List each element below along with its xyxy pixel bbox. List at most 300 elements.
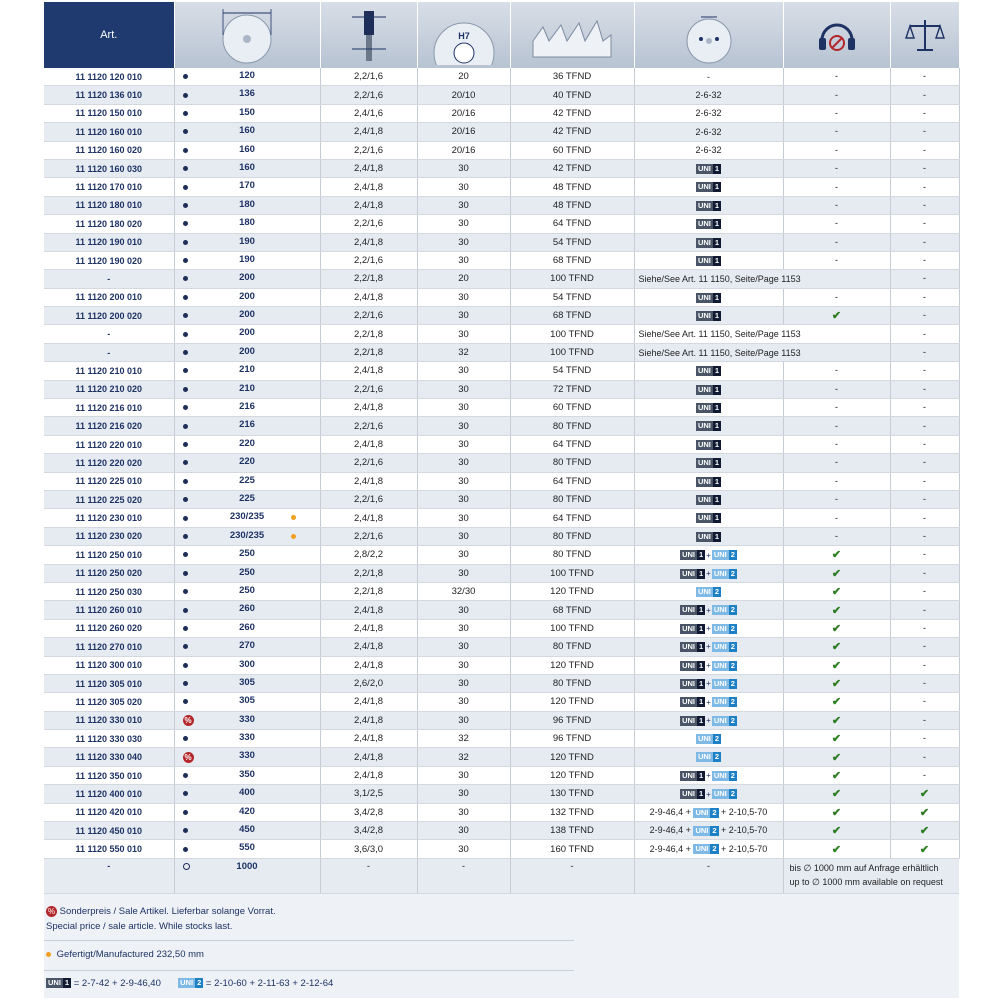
cell-approval <box>890 822 959 840</box>
cell-kerf: 2,4/1,8 <box>320 472 417 490</box>
table-row <box>44 104 959 122</box>
cell-kerf: 2,4/1,8 <box>320 693 417 711</box>
cell-diameter: 420 <box>174 803 320 821</box>
cell-pinhole: UNI 1 + UNI 2 <box>634 638 783 656</box>
cell-kerf: 2,4/1,8 <box>320 233 417 251</box>
cell-kerf: 3,1/2,5 <box>320 785 417 803</box>
cell-diameter: 160 <box>174 141 320 159</box>
cell-bore: 32 <box>417 730 510 748</box>
uni2-badge: UNI 2 <box>697 752 720 762</box>
cell-article: 11 1120 216 010 <box>44 399 174 417</box>
cell-approval: - <box>890 674 959 692</box>
cell-kerf: 2,4/1,8 <box>320 656 417 674</box>
cell-article: - <box>44 270 174 288</box>
cell-article: 11 1120 150 010 <box>44 104 174 122</box>
cell-article: 11 1120 305 020 <box>44 693 174 711</box>
check-icon: ✔ <box>831 659 842 672</box>
cell-bore: 30 <box>417 766 510 784</box>
cell-pinhole <box>634 582 783 600</box>
cell-approval: - <box>890 362 959 380</box>
cell-approval <box>890 840 959 858</box>
cell-diameter: 1000 <box>174 858 320 893</box>
cell-teeth: 100 TFND <box>510 619 634 637</box>
cell-teeth: 80 TFND <box>510 638 634 656</box>
cell-teeth: 100 TFND <box>510 270 634 288</box>
cell-pinhole-ref: Siehe/See Art. 11 1150, Seite/Page 1153 <box>634 270 890 288</box>
cell-bore: 20/16 <box>417 104 510 122</box>
uni2-badge: UNI 2 <box>695 807 717 817</box>
cell-pinhole <box>634 509 783 527</box>
cell-noise: - <box>783 215 890 233</box>
cell-diameter: 450 <box>174 822 320 840</box>
cell-article: 11 1120 200 020 <box>44 307 174 325</box>
cell-kerf: 2,4/1,8 <box>320 766 417 784</box>
cell-bore: 30 <box>417 178 510 196</box>
cell-bore: 30 <box>417 509 510 527</box>
cell-kerf: 2,2/1,6 <box>320 86 417 104</box>
uni2-badge: UNI 2 <box>695 826 717 836</box>
cell-diameter: 200 <box>174 288 320 306</box>
uni1-badge: UNI 1 <box>682 697 704 707</box>
cell-article: 11 1120 136 010 <box>44 86 174 104</box>
check-icon: ✔ <box>831 806 842 819</box>
cell-teeth: 120 TFND <box>510 656 634 674</box>
cell-diameter: 230/235 <box>174 527 320 545</box>
cell-noise <box>783 564 890 582</box>
cell-pinhole: 2-6-32 <box>634 104 783 122</box>
uni2-badge: UNI 2 <box>180 978 202 988</box>
cell-bore: 30 <box>417 215 510 233</box>
cell-teeth: 42 TFND <box>510 104 634 122</box>
cell-diameter: 216 <box>174 417 320 435</box>
cell-pinhole: UNI 1 + UNI 2 <box>634 766 783 784</box>
cell-teeth: 80 TFND <box>510 546 634 564</box>
cell-article: 11 1120 180 020 <box>44 215 174 233</box>
cell-noise: - <box>783 399 890 417</box>
header-diameter <box>174 2 320 68</box>
table-row <box>44 472 959 490</box>
cell-kerf: - <box>320 858 417 893</box>
cell-diameter: 200 <box>174 343 320 361</box>
cell-article: 11 1120 160 020 <box>44 141 174 159</box>
scale-balance-icon <box>902 12 948 58</box>
cell-diameter: 200 <box>174 270 320 288</box>
uni1-badge: UNI 1 <box>682 770 704 780</box>
cell-kerf: 2,2/1,6 <box>320 380 417 398</box>
table-row <box>44 288 959 306</box>
uni2-badge: UNI 2 <box>713 697 735 707</box>
cell-diameter: 250 <box>174 564 320 582</box>
cell-pinhole <box>634 490 783 508</box>
uni2-badge: UNI 2 <box>713 623 735 633</box>
check-icon: ✔ <box>831 586 842 599</box>
uni2-badge: UNI 2 <box>713 789 735 799</box>
sale-icon: % <box>184 715 192 725</box>
uni2-badge: UNI 2 <box>713 660 735 670</box>
cell-diameter: 250 <box>174 582 320 600</box>
cell-noise <box>783 766 890 784</box>
cell-approval: - <box>890 582 959 600</box>
cell-teeth: 138 TFND <box>510 822 634 840</box>
cell-noise <box>783 307 890 325</box>
cell-pinhole: 2-9-46,4 + UNI 2 + 2-10,5-70 <box>634 803 783 821</box>
cell-pinhole: - <box>634 858 783 893</box>
cell-pinhole <box>634 288 783 306</box>
cell-kerf: 2,4/1,8 <box>320 288 417 306</box>
cell-kerf: 2,4/1,8 <box>320 730 417 748</box>
cell-article: 11 1120 300 010 <box>44 656 174 674</box>
uni1-badge: UNI 1 <box>697 219 720 229</box>
cell-approval <box>890 803 959 821</box>
table-row <box>44 380 959 398</box>
cell-noise: - <box>783 454 890 472</box>
cell-approval: - <box>890 766 959 784</box>
cell-approval: - <box>890 288 959 306</box>
cell-noise: - <box>783 196 890 214</box>
cell-approval: - <box>890 270 959 288</box>
note-line1: bis ∅ 1000 mm auf Anfrage erhältlich <box>789 862 939 873</box>
cell-diameter: 260 <box>174 619 320 637</box>
cell-approval: - <box>890 527 959 545</box>
cell-teeth: 68 TFND <box>510 307 634 325</box>
cell-diameter: 120 <box>174 68 320 86</box>
cell-teeth: 120 TFND <box>510 582 634 600</box>
cell-approval: - <box>890 123 959 141</box>
cell-diameter: 250 <box>174 546 320 564</box>
cell-teeth: 40 TFND <box>510 86 634 104</box>
table-row <box>44 215 959 233</box>
cell-article: 11 1120 216 020 <box>44 417 174 435</box>
cell-teeth: 160 TFND <box>510 840 634 858</box>
cell-teeth: 80 TFND <box>510 527 634 545</box>
cell-kerf: 2,4/1,8 <box>320 435 417 453</box>
cell-approval: - <box>890 68 959 86</box>
check-icon: ✔ <box>831 714 842 727</box>
svg-text:H7: H7 <box>457 31 470 41</box>
table-row <box>44 159 959 177</box>
cell-approval: - <box>890 601 959 619</box>
cell-kerf: 2,4/1,8 <box>320 362 417 380</box>
cell-kerf: 2,4/1,8 <box>320 399 417 417</box>
uni1-badge: UNI 1 <box>697 311 720 321</box>
cell-pinhole <box>634 215 783 233</box>
cell-article: 11 1120 250 030 <box>44 582 174 600</box>
cell-teeth: 68 TFND <box>510 601 634 619</box>
cell-kerf: 2,4/1,8 <box>320 123 417 141</box>
cell-noise: - <box>783 527 890 545</box>
cell-pinhole <box>634 178 783 196</box>
uni2-badge: UNI 2 <box>713 770 735 780</box>
cell-article: 11 1120 260 010 <box>44 601 174 619</box>
header-approval <box>890 2 959 68</box>
cell-diameter: 136 <box>174 86 320 104</box>
cell-noise: - <box>783 417 890 435</box>
cell-approval: - <box>890 619 959 637</box>
uni1-badge: UNI 1 <box>682 715 704 725</box>
cell-teeth: 132 TFND <box>510 803 634 821</box>
uni1-badge: UNI 1 <box>697 439 720 449</box>
cell-diameter: % 330 <box>174 748 320 766</box>
table-row <box>44 766 959 784</box>
cell-approval: - <box>890 730 959 748</box>
cell-kerf: 2,8/2,2 <box>320 546 417 564</box>
cell-article: 11 1120 225 010 <box>44 472 174 490</box>
cell-approval: - <box>890 104 959 122</box>
cell-approval: - <box>890 546 959 564</box>
cell-kerf: 2,4/1,8 <box>320 601 417 619</box>
check-icon: ✔ <box>831 641 842 654</box>
cell-pinhole: 2-9-46,4 + UNI 2 + 2-10,5-70 <box>634 822 783 840</box>
cell-bore: 30 <box>417 527 510 545</box>
cell-teeth: 54 TFND <box>510 233 634 251</box>
table-row <box>44 490 959 508</box>
cell-pinhole <box>634 196 783 214</box>
table-row <box>44 711 959 729</box>
check-icon: ✔ <box>919 806 930 819</box>
legend-manufactured-text: Gefertigt/Manufactured 232,50 mm <box>56 949 204 960</box>
cell-kerf: 2,4/1,8 <box>320 196 417 214</box>
uni1-badge: UNI 1 <box>697 200 720 210</box>
cell-article: 11 1120 305 010 <box>44 674 174 692</box>
cell-diameter: 200 <box>174 307 320 325</box>
uni1-badge: UNI 1 <box>697 237 720 247</box>
table-row <box>44 638 959 656</box>
cell-noise <box>783 785 890 803</box>
uni2-badge: UNI 2 <box>697 734 720 744</box>
cell-teeth: 100 TFND <box>510 564 634 582</box>
cell-teeth: 36 TFND <box>510 68 634 86</box>
table-row <box>44 509 959 527</box>
cell-article: - <box>44 343 174 361</box>
cell-noise: - <box>783 68 890 86</box>
cell-approval: - <box>890 86 959 104</box>
cell-kerf: 2,2/1,6 <box>320 417 417 435</box>
cell-kerf: 3,4/2,8 <box>320 822 417 840</box>
cell-diameter: 160 <box>174 123 320 141</box>
cell-bore: 30 <box>417 362 510 380</box>
tooth-profile-icon <box>527 5 617 65</box>
cell-article: 11 1120 270 010 <box>44 638 174 656</box>
cell-approval: - <box>890 656 959 674</box>
cell-article: - <box>44 858 174 893</box>
uni1-badge: UNI 1 <box>697 421 720 431</box>
cell-bore: 30 <box>417 159 510 177</box>
pinhole-icon <box>671 5 747 65</box>
table-row <box>44 196 959 214</box>
noise-reduced-icon <box>812 10 862 60</box>
uni1-badge: UNI 1 <box>697 403 720 413</box>
uni1-badge: UNI 1 <box>697 384 720 394</box>
check-icon: ✔ <box>831 696 842 709</box>
table-row <box>44 730 959 748</box>
cell-bore: 30 <box>417 307 510 325</box>
cell-teeth: 48 TFND <box>510 196 634 214</box>
cell-approval: - <box>890 711 959 729</box>
cell-diameter: 210 <box>174 380 320 398</box>
cell-approval: - <box>890 307 959 325</box>
uni1-badge: UNI 1 <box>697 182 720 192</box>
cell-article: 11 1120 420 010 <box>44 803 174 821</box>
kerf-width-icon <box>344 5 394 65</box>
cell-diameter: 270 <box>174 638 320 656</box>
cell-article: 11 1120 225 020 <box>44 490 174 508</box>
cell-pinhole: UNI 1 + UNI 2 <box>634 693 783 711</box>
cell-bore: 30 <box>417 288 510 306</box>
check-icon: ✔ <box>831 843 842 856</box>
cell-pinhole: UNI 1 + UNI 2 <box>634 711 783 729</box>
legend-uni1-text: = 2-7-42 + 2-9-46,40 <box>73 978 161 989</box>
cell-pinhole <box>634 417 783 435</box>
cell-bore: 30 <box>417 711 510 729</box>
cell-kerf: 3,6/3,0 <box>320 840 417 858</box>
cell-diameter: 180 <box>174 215 320 233</box>
cell-noise <box>783 638 890 656</box>
cell-noise <box>783 546 890 564</box>
cell-pinhole <box>634 159 783 177</box>
cell-approval: - <box>890 472 959 490</box>
cell-noise: - <box>783 251 890 269</box>
table-row <box>44 656 959 674</box>
cell-noise <box>783 822 890 840</box>
cell-kerf: 2,4/1,8 <box>320 748 417 766</box>
cell-pinhole-ref: Siehe/See Art. 11 1150, Seite/Page 1153 <box>634 325 890 343</box>
cell-teeth: 80 TFND <box>510 674 634 692</box>
cell-bore: 30 <box>417 803 510 821</box>
check-icon: ✔ <box>831 678 842 691</box>
uni1-badge: UNI 1 <box>682 605 704 615</box>
cell-pinhole: 2-9-46,4 + UNI 2 + 2-10,5-70 <box>634 840 783 858</box>
cell-article: 11 1120 230 020 <box>44 527 174 545</box>
cell-approval: - <box>890 638 959 656</box>
cell-kerf: 2,2/1,6 <box>320 215 417 233</box>
uni2-badge: UNI 2 <box>713 678 735 688</box>
cell-kerf: 2,2/1,6 <box>320 454 417 472</box>
cell-pinhole <box>634 527 783 545</box>
table-row <box>44 86 959 104</box>
cell-bore: 32 <box>417 748 510 766</box>
cell-diameter: % 330 <box>174 711 320 729</box>
cell-diameter: 330 <box>174 730 320 748</box>
cell-approval <box>890 785 959 803</box>
header-row <box>44 2 959 68</box>
table-row <box>44 858 959 893</box>
cell-teeth: 96 TFND <box>510 711 634 729</box>
table-row <box>44 307 959 325</box>
cell-bore: - <box>417 858 510 893</box>
cell-bore: 30 <box>417 380 510 398</box>
header-noise <box>783 2 890 68</box>
cell-article: 11 1120 250 010 <box>44 546 174 564</box>
cell-kerf: 2,4/1,8 <box>320 638 417 656</box>
legend-divider-2 <box>44 970 574 971</box>
table-row <box>44 582 959 600</box>
cell-bore: 30 <box>417 435 510 453</box>
uni1-badge: UNI 1 <box>682 623 704 633</box>
table-row <box>44 454 959 472</box>
cell-diameter: 225 <box>174 472 320 490</box>
uni1-badge: UNI 1 <box>697 366 720 376</box>
cell-bore: 20/16 <box>417 123 510 141</box>
cell-noise: - <box>783 233 890 251</box>
cell-pinhole <box>634 251 783 269</box>
cell-approval: - <box>890 178 959 196</box>
uni2-badge: UNI 2 <box>713 642 735 652</box>
cell-kerf: 2,6/2,0 <box>320 674 417 692</box>
cell-article: 11 1120 210 010 <box>44 362 174 380</box>
sale-icon: % <box>184 752 192 762</box>
cell-pinhole-ref: Siehe/See Art. 11 1150, Seite/Page 1153 <box>634 343 890 361</box>
table-row <box>44 399 959 417</box>
cell-diameter: 300 <box>174 656 320 674</box>
cell-noise <box>783 711 890 729</box>
uni2-badge: UNI 2 <box>713 550 735 560</box>
legend-uni <box>46 978 333 989</box>
check-icon: ✔ <box>831 751 842 764</box>
cell-kerf: 2,4/1,8 <box>320 178 417 196</box>
cell-pinhole: UNI 1 + UNI 2 <box>634 564 783 582</box>
cell-diameter: 190 <box>174 251 320 269</box>
cell-teeth: 54 TFND <box>510 362 634 380</box>
cell-bore: 30 <box>417 417 510 435</box>
table-row <box>44 693 959 711</box>
cell-diameter: 190 <box>174 233 320 251</box>
cell-article: 11 1120 220 010 <box>44 435 174 453</box>
cell-kerf: 2,2/1,8 <box>320 582 417 600</box>
cell-article: 11 1120 330 040 <box>44 748 174 766</box>
cell-pinhole: UNI 1 + UNI 2 <box>634 601 783 619</box>
cell-article: 11 1120 450 010 <box>44 822 174 840</box>
legend-sale <box>46 906 276 917</box>
cell-diameter: 225 <box>174 490 320 508</box>
cell-bore: 30 <box>417 822 510 840</box>
cell-approval: - <box>890 215 959 233</box>
check-icon: ✔ <box>831 549 842 562</box>
cell-article: 11 1120 120 010 <box>44 68 174 86</box>
table-row <box>44 417 959 435</box>
product-table-sheet <box>44 2 959 894</box>
cell-bore: 30 <box>417 785 510 803</box>
cell-noise: - <box>783 490 890 508</box>
cell-teeth: 42 TFND <box>510 123 634 141</box>
check-icon: ✔ <box>831 788 842 801</box>
cell-kerf: 2,2/1,8 <box>320 564 417 582</box>
uni1-badge: UNI 1 <box>682 568 704 578</box>
cell-kerf: 2,2/1,8 <box>320 325 417 343</box>
table-row <box>44 251 959 269</box>
header-pinholes <box>634 2 783 68</box>
cell-approval: - <box>890 159 959 177</box>
cell-pinhole <box>634 307 783 325</box>
uni1-badge: UNI 1 <box>682 660 704 670</box>
table-row <box>44 123 959 141</box>
legend-uni2-text: = 2-10-60 + 2-11-63 + 2-12-64 <box>205 978 334 989</box>
cell-teeth: 80 TFND <box>510 454 634 472</box>
table-row <box>44 68 959 86</box>
table-row <box>44 785 959 803</box>
cell-approval: - <box>890 399 959 417</box>
cell-article: 11 1120 260 020 <box>44 619 174 637</box>
cell-pinhole <box>634 233 783 251</box>
header-teeth <box>510 2 634 68</box>
header-kerf <box>320 2 417 68</box>
cell-noise <box>783 656 890 674</box>
cell-article: 11 1120 160 030 <box>44 159 174 177</box>
cell-diameter: 305 <box>174 693 320 711</box>
product-table <box>44 2 960 894</box>
uni1-badge: UNI 1 <box>682 789 704 799</box>
cell-article: 11 1120 400 010 <box>44 785 174 803</box>
cell-noise: - <box>783 362 890 380</box>
